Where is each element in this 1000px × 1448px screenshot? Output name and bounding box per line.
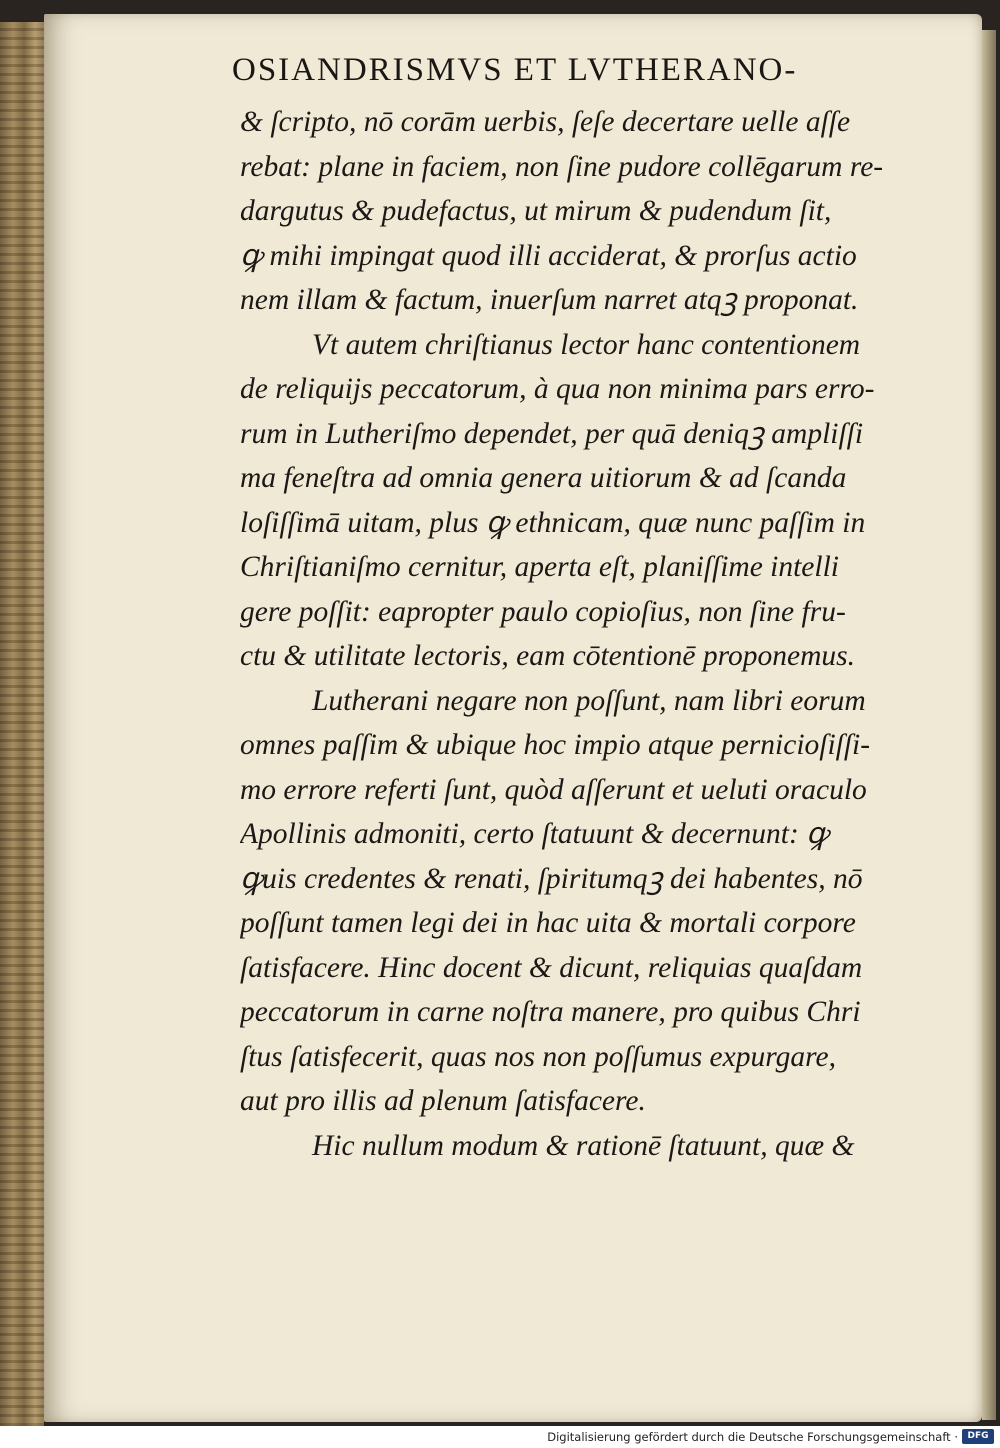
book-spine-edge [0,22,44,1426]
text-line: loſiſſimā uitam, plus ꝙ ethnicam, quæ nunc paſſim in [240,506,866,539]
text-line: Vt autem chriſtianus lector hanc contentionem [312,328,861,361]
text-line: gere poſſit: eapropter paulo copioſius, non ſine fru- [240,595,846,628]
text-block [240,100,952,1168]
text-line: & ſcripto, nō corām uerbis, ſeſe decertare uelle aſſe [240,106,851,138]
text-line: rebat: plane in faciem, non ſine pudore collēgarum re- [240,150,884,183]
text-line: Lutherani negare non poſſunt, nam libri eorum [312,684,866,717]
text-line: nem illam & factum, inuerſum narret atqꝫ proponat. [240,284,859,316]
text-line: Chriſtianiſmo cernitur, aperta eſt, planiſſime intelli [240,551,839,583]
text-line: poſſunt tamen legi dei in hac uita & mortali corpore [240,907,856,939]
dfg-logo-icon: DFG [962,1429,994,1444]
text-line: ꝙ mihi impingat quod illi acciderat, & prorſus actio [240,239,857,272]
text-line: ꝙuis credentes & renati, ſpiritumqꝫ dei habentes, nō [240,862,863,895]
text-line: Apollinis admoniti, certo ſtatuunt & decernunt: ꝙ [240,818,829,850]
footer-bar [0,1426,1000,1448]
text-line: ſtus ſatisfecerit, quas nos non poſſumus expurgare, [240,1040,836,1073]
text-line: peccatorum in carne noſtra manere, pro quibus Chri [240,996,861,1028]
running-head: OSIANDRISMVS ET LVTHERANO- [232,52,798,88]
text-line: mo errore referti ſunt, quòd aſſerunt et ueluti oraculo [240,773,867,806]
text-line: rum in Lutheriſmo dependet, per quā deniqꝫ ampliſſi [240,417,864,450]
text-line: ſatisfacere. Hinc docent & dicunt, reliquias quaſdam [240,951,863,984]
text-line: omnes paſſim & ubique hoc impio atque pernicioſiſſi- [240,729,871,761]
text-line: ctu & utilitate lectoris, eam cōtentionē proponemus. [240,640,856,672]
text-line: Hic nullum modum & rationē ſtatuunt, quæ & [312,1129,855,1162]
text-line: ma feneſtra ad omnia genera uitiorum & ad ſcanda [240,462,847,494]
text-line: de reliquijs peccatorum, à qua non minima pars erro- [240,373,875,405]
text-line: dargutus & pudefactus, ut mirum & pudendum ſit, [240,195,832,227]
page-fore-edge [982,30,996,1420]
digitization-credit: Digitalisierung gefördert durch die Deutsche Forschungsgemeinschaft · [547,1430,958,1444]
text-line: aut pro illis ad plenum ſatisfacere. [240,1085,646,1117]
